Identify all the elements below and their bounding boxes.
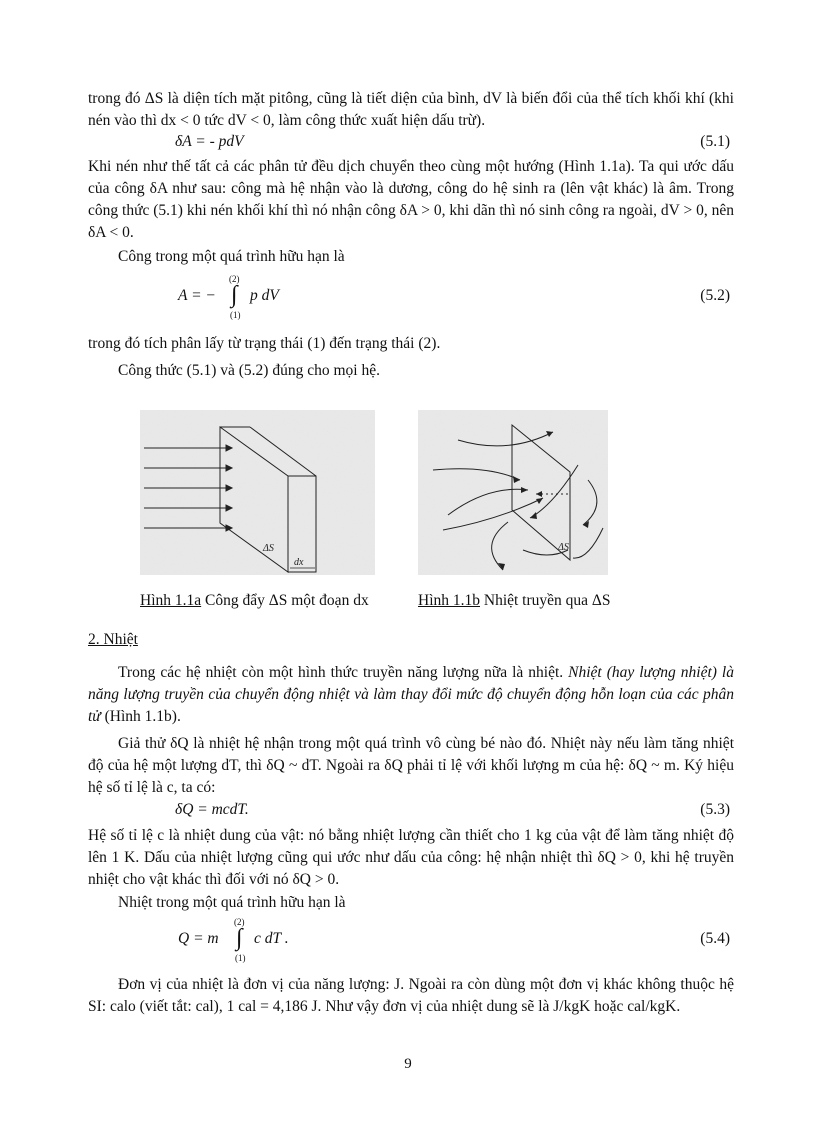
equation-5-1-body: δA = - pdV xyxy=(175,133,244,150)
page-number: 9 xyxy=(404,1056,412,1072)
paragraph-finite-work: Công trong một quá trình hữu hạn là xyxy=(118,248,345,265)
caption-figure-1-1a xyxy=(140,592,369,610)
section-heading-heat: 2. Nhiệt xyxy=(88,631,138,648)
caption-figure-1-1b-ref: Hình 1.1b xyxy=(418,592,480,609)
equation-5-3-number: (5.3) xyxy=(700,801,730,818)
equation-5-4-number: (5.4) xyxy=(700,930,730,947)
figure-1-1a-dx-label: dx xyxy=(294,557,304,568)
heat-definition-ref: (Hình 1.1b). xyxy=(100,708,181,725)
equation-5-2-upper-limit: (2) xyxy=(229,274,240,284)
paragraph-integral-range: trong đó tích phân lấy từ trạng thái (1) đến trạng thái (2). xyxy=(88,335,441,352)
heat-definition-intro: Trong các hệ nhiệt còn một hình thức truyền năng lượng nữa là nhiệt. xyxy=(118,664,569,681)
figure-1-1a-area-label: ΔS xyxy=(263,543,274,554)
paragraph-work-sign: Khi nén như thế tất cả các phân tử đều dịch chuyển theo cùng một hướng (Hình 1.1a). Ta qui ước dấu của công δA như sau: công mà hệ nhận vào là dương, công do hệ sinh ra (lên vật khác) là âm. Trong công thức (5.1) khi nén khối khí thì nó nhận công δA > 0, khi dãn thì nó sinh công ra ngoài, dV > 0, nên δA < 0. xyxy=(88,158,734,241)
caption-figure-1-1b-text: Nhiệt truyền qua ΔS xyxy=(480,592,611,609)
equation-5-2-integral-sign: ∫ xyxy=(231,282,238,308)
paragraph-formula-validity: Công thức (5.1) và (5.2) đúng cho mọi hệ. xyxy=(118,362,380,379)
figure-1-1b xyxy=(418,410,608,575)
paragraph-heat-proportionality: Giả thử δQ là nhiệt hệ nhận trong một quá trình vô cùng bé nào đó. Nhiệt này nếu làm tăng nhiệt độ của hệ một lượng dT, thì δQ ~ dT. Ngoài ra δQ phải tỉ lệ với khối lượng m của hệ: δQ ~ m. Ký hiệu hệ số tỉ lệ là c, ta có: xyxy=(88,735,734,796)
caption-figure-1-1b xyxy=(418,592,611,610)
equation-5-4-integral-sign: ∫ xyxy=(236,925,243,951)
equation-5-3-body: δQ = mcdT. xyxy=(175,801,249,818)
equation-5-1 xyxy=(0,133,816,157)
equation-5-2 xyxy=(0,272,816,322)
equation-5-4-upper-limit: (2) xyxy=(234,917,245,927)
equation-5-4 xyxy=(0,915,816,965)
equation-5-4-lhs: Q = m xyxy=(178,930,219,947)
equation-5-2-number: (5.2) xyxy=(700,287,730,304)
paragraph-piston-definition: trong đó ΔS là diện tích mặt pitông, cũng là tiết diện của bình, dV là biến đổi của thể tích khối khí (khi nén vào thì dx < 0 tức dV < 0, làm công thức xuất hiện dấu trừ). xyxy=(88,90,734,129)
equation-5-3 xyxy=(0,801,816,825)
figure-1-1a xyxy=(140,410,375,575)
equation-5-2-lhs: A = − xyxy=(178,287,216,304)
heat-definition-italic: Nhiệt (hay lượng nhiệt) là năng lượng truyền của chuyển động nhiệt và làm thay đổi mức độ chuyển động hỗn loạn của các phân tử xyxy=(88,664,734,725)
caption-figure-1-1a-ref: Hình 1.1a xyxy=(140,592,202,609)
equation-5-4-integrand: c dT . xyxy=(254,930,289,947)
paragraph-heat-units: Đơn vị của nhiệt là đơn vị của năng lượng: J. Ngoài ra còn dùng một đơn vị khác không thuộc hệ SI: calo (viết tắt: cal), 1 cal = 4,186 J. Như vậy đơn vị của nhiệt dung sẽ là J/kgK hoặc cal/kgK. xyxy=(88,976,734,1015)
paragraph-heat-definition xyxy=(88,662,734,728)
paragraph-finite-heat: Nhiệt trong một quá trình hữu hạn là xyxy=(118,894,346,911)
paragraph-heat-capacity: Hệ số tỉ lệ c là nhiệt dung của vật: nó bằng nhiệt lượng cần thiết cho 1 kg của vật để làm tăng nhiệt độ lên 1 K. Dấu của nhiệt lượng cũng qui ước như dấu của công: hệ nhận nhiệt thì δQ > 0, khi hệ truyền nhiệt cho vật khác thì đối với nó δQ > 0. xyxy=(88,827,734,888)
equation-5-4-lower-limit: (1) xyxy=(235,953,246,963)
equation-5-2-integrand: p dV xyxy=(250,287,279,304)
equation-5-1-number: (5.1) xyxy=(700,133,730,150)
caption-figure-1-1a-text: Công đẩy ΔS một đoạn dx xyxy=(201,592,369,609)
equation-5-2-lower-limit: (1) xyxy=(230,310,241,320)
figure-1-1b-area-label: ΔS xyxy=(558,542,569,553)
